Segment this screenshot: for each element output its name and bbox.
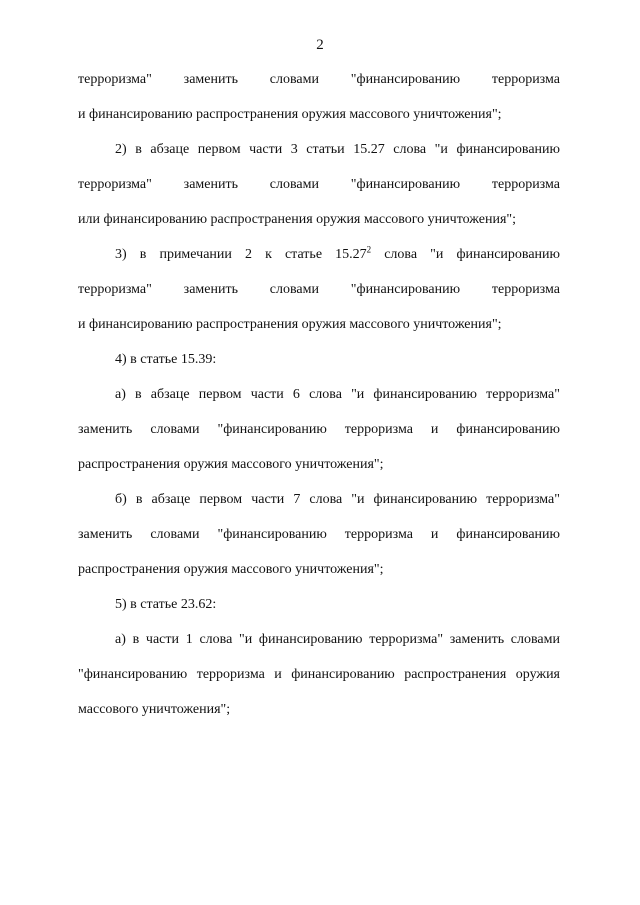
text-line: распространения оружия массового уничтожения"; <box>78 457 384 472</box>
text-line: 5) в статье 23.62: <box>115 597 217 612</box>
text-line: терроризма" заменить словами "финансированию терроризма <box>78 282 560 297</box>
text-line: 2) в абзаце первом части 3 статьи 15.27 слова "и финансированию <box>115 142 560 157</box>
text-fragment: 3) в примечании 2 к статье 15.27 <box>115 247 367 262</box>
text-line: и финансированию распространения оружия массового уничтожения"; <box>78 317 502 332</box>
text-line: заменить словами "финансированию терроризма и финансированию <box>78 527 560 542</box>
text-line: заменить словами "финансированию терроризма и финансированию <box>78 422 560 437</box>
text-line: терроризма" заменить словами "финансированию терроризма <box>78 177 560 192</box>
text-line: 4) в статье 15.39: <box>115 352 217 367</box>
page-number: 2 <box>316 37 324 53</box>
text-line: а) в абзаце первом части 6 слова "и финансированию терроризма" <box>115 387 560 402</box>
text-line: а) в части 1 слова "и финансированию терроризма" заменить словами <box>115 632 560 647</box>
text-line: массового уничтожения"; <box>78 702 231 717</box>
text-line: распространения оружия массового уничтожения"; <box>78 562 384 577</box>
superscript: 2 <box>366 244 372 255</box>
text-line: б) в абзаце первом части 7 слова "и финансированию терроризма" <box>115 492 560 507</box>
text-line: "финансированию терроризма и финансированию распространения оружия <box>78 667 560 682</box>
document-body <box>78 70 560 735</box>
text-line: и финансированию распространения оружия массового уничтожения"; <box>78 107 502 122</box>
text-fragment: слова "и финансированию <box>371 247 560 262</box>
text-line: или финансированию распространения оружия массового уничтожения"; <box>78 212 517 227</box>
text-line-with-superscript <box>78 245 560 280</box>
text-line: терроризма" заменить словами "финансированию терроризма <box>78 72 560 87</box>
